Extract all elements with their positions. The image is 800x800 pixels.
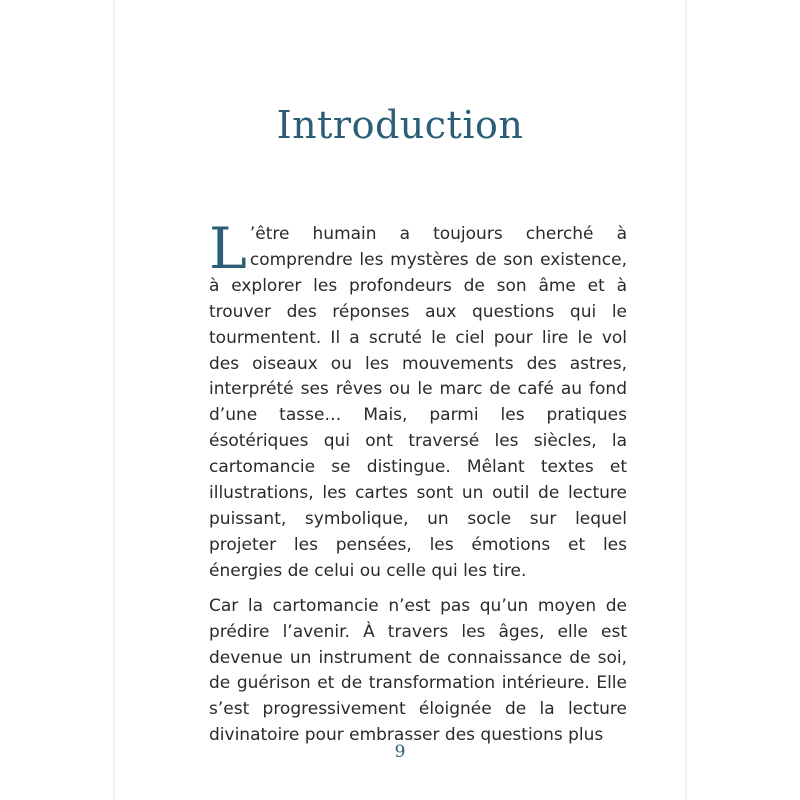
body-text [209, 216, 627, 758]
paragraph-1-text: ’être humain a toujours cherché à comprendre les mystères de son existence, à explorer les profondeurs de son âme et à trouver des réponses aux questions qui le tourmentent. Il a scruté le ciel pour lire le vol des oiseaux ou les mouvements des astres, interprété ses rêves ou le marc de café au fond d’une tasse… Mais, parmi les pratiques ésotériques qui ont traversé les siècles, la cartomancie se distingue. Mêlant textes et illustrations, les cartes sont un outil de lecture puissant, symbolique, un socle sur lequel projeter les pensées, les émotions et les énergies de celui ou celle qui les tire. [209, 224, 627, 581]
paragraph-1 [209, 216, 627, 585]
paragraph-2: Car la cartomancie n’est pas qu’un moyen de prédire l’avenir. À travers les âges, elle est devenue un instrument de connaissance de soi, de guérison et de transformation intérieure. Elle s’est progressivement éloignée de la lecture divinatoire pour embrasser des questions plus [209, 595, 627, 746]
page-number: 9 [394, 742, 406, 762]
book-page [115, 0, 685, 800]
drop-cap: L [209, 216, 247, 282]
page-title: Introduction [276, 103, 524, 147]
